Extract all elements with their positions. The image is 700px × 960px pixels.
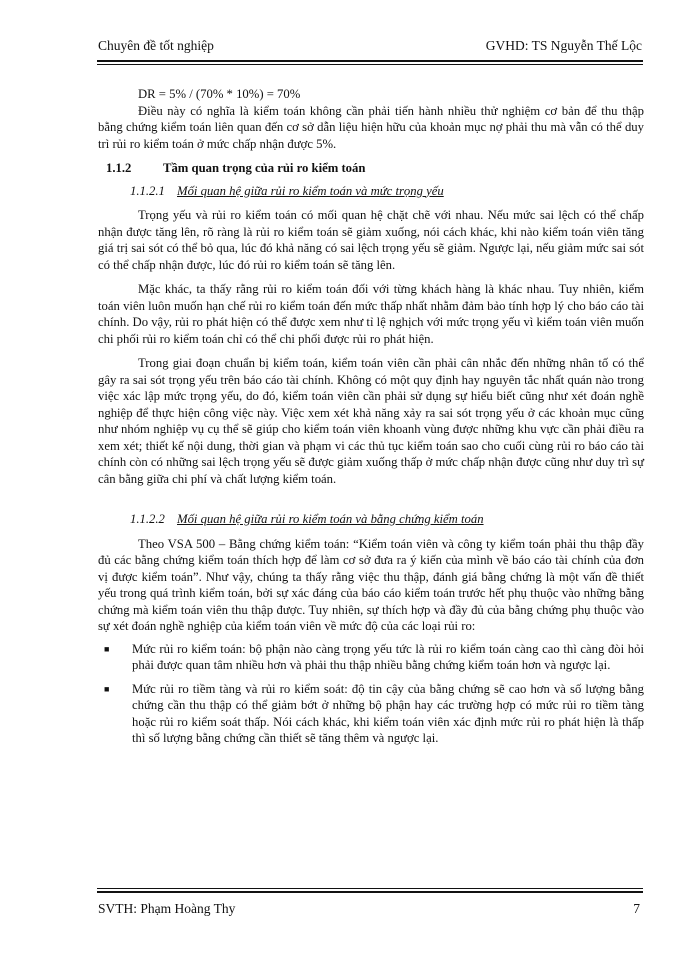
page-number: 7 (633, 901, 640, 916)
bullet-list (98, 641, 644, 747)
subsection-number-2: 1.1.2.2 (130, 512, 165, 526)
section-title: Tầm quan trọng của rủi ro kiểm toán (163, 161, 366, 175)
paragraph-1: Trọng yếu và rủi ro kiểm toán có mối quan hệ chặt chẽ với nhau. Nếu mức sai lệch có thể chấp nhận được tăng lên, rõ ràng là rủi ro kiểm toán sẽ giảm xuống, nói cách khác, khi nào kiểm toán viên tăng giá trị sai sót có thể bỏ qua, lúc đó khả năng có sai lệch trọng yếu sẽ giảm. Ngược lại, nếu giảm mức sai sót có thể chấp nhận được, lúc đó rủi ro kiểm toán sẽ tăng lên. (98, 208, 644, 272)
subsection-title-2: Mối quan hệ giữa rủi ro kiểm toán và bằng chứng kiểm toán (177, 512, 484, 526)
header-rule-thick (97, 60, 643, 62)
paragraph-intro: Điều này có nghĩa là kiểm toán không cần phải tiến hành nhiều thử nghiệm cơ bản để thu thập bằng chứng kiểm toán liên quan đến cơ sở dẫn liệu hiện hữu của khoản mục nợ phải thu mà vẫn có thể duy trì rủi ro kiểm toán ở mức chấp nhận được 5%. (98, 103, 644, 151)
section-heading (106, 160, 644, 177)
header-rule-thin (97, 64, 643, 65)
footer-rule-thin (97, 888, 643, 889)
paragraph-4: Theo VSA 500 – Bằng chứng kiểm toán: “Kiểm toán viên và công ty kiểm toán phải thu thập đầy đủ các bằng chứng kiểm toán thích hợp để làm cơ sở đưa ra ý kiến của mình về báo cáo tài chính của đơn vị được kiểm toán”. Như vậy, chúng ta thấy rằng việc thu thập, đánh giá bằng chứng là một vấn đề thiết yếu trong quá trình kiểm toán, bởi sự xác đáng của báo cáo kiểm toán trước hết phụ thuộc vào những bằng chứng mà kiểm toán viên thu thập được. Tuy nhiên, sự thích hợp và đầy đủ của bằng chứng phụ thuộc vào sự xét đoán nghề nghiệp của kiểm toán viên về mức độ của các loại rủi ro: (98, 536, 644, 633)
list-item (98, 641, 644, 674)
header-document-type: Chuyên đề tốt nghiệp (98, 38, 214, 53)
section-number: 1.1.2 (106, 161, 132, 175)
subsection-heading-1 (130, 183, 644, 200)
subsection-heading-2 (130, 511, 644, 528)
page-footer (98, 901, 640, 917)
page-body (98, 86, 644, 754)
footer-author: SVTH: Phạm Hoàng Thy (98, 901, 236, 916)
page-header (98, 38, 642, 54)
paragraph-2: Mặc khác, ta thấy rằng rủi ro kiểm toán đối với từng khách hàng là khác nhau. Tuy nhiên, kiểm toán viên luôn muốn hạn chế rủi ro kiểm toán đến mức thấp nhất nhằm đảm bảo tính hợp lý cho báo cáo tài chính. Do vậy, rủi ro phát hiện có thể được xem như tỉ lệ nghịch với mức trọng yếu vì kiểm toán viên muốn chi phối rủi ro kiểm toán chỉ có thể chi phối được rủi ro phát hiện. (98, 282, 644, 346)
subsection-title-1: Mối quan hệ giữa rủi ro kiểm toán và mức trọng yếu (177, 183, 444, 198)
footer-rule-thick (97, 891, 643, 893)
subsection-number-1: 1.1.2.1 (130, 183, 165, 198)
list-item-text: Mức rủi ro kiểm toán: bộ phận nào càng trọng yếu tức là rủi ro kiểm toán càng cao thì càng đòi hỏi phải được quan tâm nhiều hơn và phải thu thập nhiều bằng chứng kiểm toán hơn và ngược lại. (132, 641, 644, 672)
list-item-text: Mức rủi ro tiềm tàng và rủi ro kiểm soát: độ tin cậy của bằng chứng sẽ cao hơn và số lượng bằng chứng cần thu thập có thể giảm bớt ở những bộ phận hay các trường hợp có mức rủi ro tiềm tàng hoặc rủi ro kiểm soát thấp. Nói cách khác, khi kiểm toán viên xác định mức rủi ro phát hiện là thấp thì số lượng bằng chứng cần thiết sẽ tăng thêm và ngược lại. (132, 681, 644, 745)
formula-line: DR = 5% / (70% * 10%) = 70% (138, 87, 301, 101)
list-item (98, 681, 644, 747)
square-bullet-icon: ■ (104, 683, 110, 694)
paragraph-3: Trong giai đoạn chuẩn bị kiểm toán, kiểm toán viên cần phải cân nhắc đến những nhân tố có thể gây ra sai sót trọng yếu trên báo cáo tài chính. Không có một quy định hay nguyên tắc nhất quán nào trong việc xác lập mức trọng yếu, do đó, kiểm toán viên cần phải sử dụng sự hiểu biết cũng như xét đoán nghề nghiệp để thực hiện công việc này. Việc xem xét khả năng xảy ra sai sót trọng yếu ở các khoản mục cũng như nhóm nghiệp vụ cụ thể sẽ giúp cho kiểm toán viên khoanh vùng được những khu vực cần phải điều ra xem xét; thiết kế nội dung, thời gian và phạm vi các thủ tục kiểm toán sao cho cuối cùng rủi ro báo cáo tài chính còn có những sai lệch trọng yếu sẽ được giảm xuống thấp ở mức chấp nhận được cũng như duy trì sự cân bằng giữa chi phí và chất lượng kiểm toán. (98, 356, 644, 486)
square-bullet-icon: ■ (104, 643, 110, 654)
header-supervisor: GVHD: TS Nguyễn Thế Lộc (485, 38, 642, 53)
